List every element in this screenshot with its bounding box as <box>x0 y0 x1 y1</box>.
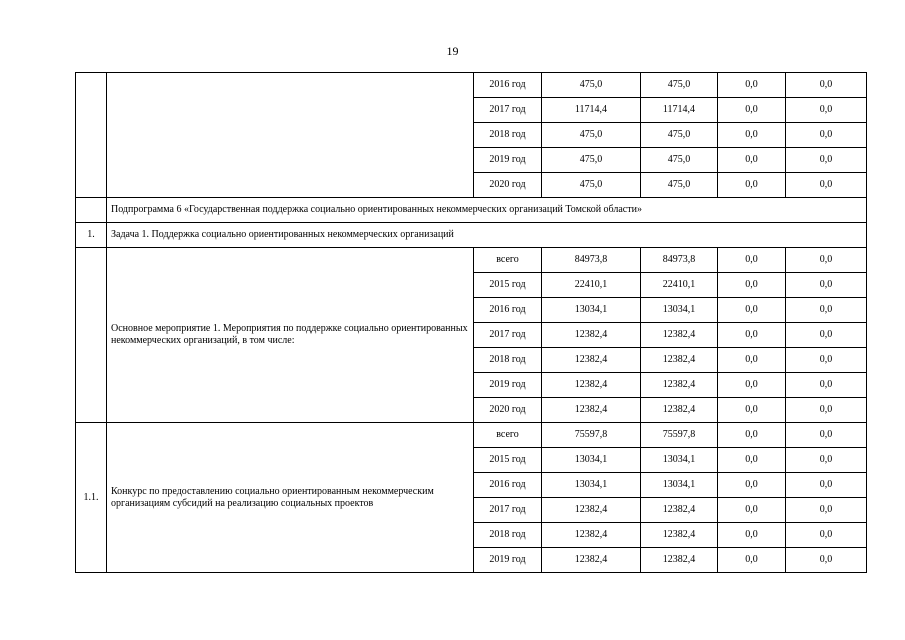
federal-budget-cell: 0,0 <box>718 523 786 548</box>
federal-budget-cell: 0,0 <box>718 498 786 523</box>
other-sources-cell: 0,0 <box>786 498 867 523</box>
federal-budget-cell: 0,0 <box>718 323 786 348</box>
total-amount-cell: 475,0 <box>542 73 641 98</box>
total-amount-cell: 75597,8 <box>542 423 641 448</box>
federal-budget-cell: 0,0 <box>718 273 786 298</box>
row-number <box>76 73 107 198</box>
activity-description <box>107 73 474 198</box>
regional-budget-cell: 13034,1 <box>641 448 718 473</box>
total-amount-cell: 12382,4 <box>542 348 641 373</box>
period-cell: 2019 год <box>474 148 542 173</box>
federal-budget-cell: 0,0 <box>718 423 786 448</box>
period-cell: 2015 год <box>474 448 542 473</box>
period-cell: 2017 год <box>474 323 542 348</box>
total-amount-cell: 12382,4 <box>542 498 641 523</box>
total-amount-cell: 13034,1 <box>542 298 641 323</box>
regional-budget-cell: 12382,4 <box>641 398 718 423</box>
federal-budget-cell: 0,0 <box>718 548 786 573</box>
period-cell: всего <box>474 248 542 273</box>
section-row <box>76 223 867 248</box>
regional-budget-cell: 12382,4 <box>641 373 718 398</box>
federal-budget-cell: 0,0 <box>718 123 786 148</box>
table-row <box>76 423 867 448</box>
federal-budget-cell: 0,0 <box>718 448 786 473</box>
total-amount-cell: 22410,1 <box>542 273 641 298</box>
total-amount-cell: 13034,1 <box>542 473 641 498</box>
other-sources-cell: 0,0 <box>786 173 867 198</box>
other-sources-cell: 0,0 <box>786 423 867 448</box>
federal-budget-cell: 0,0 <box>718 248 786 273</box>
regional-budget-cell: 475,0 <box>641 123 718 148</box>
federal-budget-cell: 0,0 <box>718 148 786 173</box>
other-sources-cell: 0,0 <box>786 548 867 573</box>
period-cell: 2019 год <box>474 548 542 573</box>
section-title: Подпрограмма 6 «Государственная поддержка социально ориентированных некоммерческих организаций Томской области» <box>107 198 867 223</box>
total-amount-cell: 84973,8 <box>542 248 641 273</box>
federal-budget-cell: 0,0 <box>718 473 786 498</box>
regional-budget-cell: 22410,1 <box>641 273 718 298</box>
table-body <box>76 73 867 573</box>
regional-budget-cell: 13034,1 <box>641 298 718 323</box>
period-cell: 2016 год <box>474 473 542 498</box>
period-cell: 2016 год <box>474 73 542 98</box>
row-number: 1.1. <box>76 423 107 573</box>
total-amount-cell: 475,0 <box>542 123 641 148</box>
federal-budget-cell: 0,0 <box>718 73 786 98</box>
regional-budget-cell: 84973,8 <box>641 248 718 273</box>
period-cell: 2017 год <box>474 498 542 523</box>
other-sources-cell: 0,0 <box>786 148 867 173</box>
other-sources-cell: 0,0 <box>786 373 867 398</box>
federal-budget-cell: 0,0 <box>718 348 786 373</box>
period-cell: 2017 год <box>474 98 542 123</box>
other-sources-cell: 0,0 <box>786 123 867 148</box>
row-number <box>76 248 107 423</box>
other-sources-cell: 0,0 <box>786 323 867 348</box>
other-sources-cell: 0,0 <box>786 98 867 123</box>
other-sources-cell: 0,0 <box>786 248 867 273</box>
total-amount-cell: 12382,4 <box>542 398 641 423</box>
regional-budget-cell: 11714,4 <box>641 98 718 123</box>
total-amount-cell: 475,0 <box>542 173 641 198</box>
section-row <box>76 198 867 223</box>
period-cell: 2018 год <box>474 123 542 148</box>
regional-budget-cell: 475,0 <box>641 73 718 98</box>
regional-budget-cell: 13034,1 <box>641 473 718 498</box>
activity-description: Основное мероприятие 1. Мероприятия по поддержке социально ориентированных некоммерческих организаций, в том числе: <box>107 248 474 423</box>
other-sources-cell: 0,0 <box>786 398 867 423</box>
other-sources-cell: 0,0 <box>786 448 867 473</box>
federal-budget-cell: 0,0 <box>718 298 786 323</box>
row-number: 1. <box>76 223 107 248</box>
federal-budget-cell: 0,0 <box>718 98 786 123</box>
total-amount-cell: 475,0 <box>542 148 641 173</box>
page-number: 19 <box>446 44 459 58</box>
section-title: Задача 1. Поддержка социально ориентированных некоммерческих организаций <box>107 223 867 248</box>
period-cell: 2016 год <box>474 298 542 323</box>
total-amount-cell: 12382,4 <box>542 373 641 398</box>
other-sources-cell: 0,0 <box>786 523 867 548</box>
row-number <box>76 198 107 223</box>
period-cell: 2020 год <box>474 173 542 198</box>
regional-budget-cell: 475,0 <box>641 148 718 173</box>
regional-budget-cell: 12382,4 <box>641 348 718 373</box>
regional-budget-cell: 12382,4 <box>641 498 718 523</box>
activity-description: Конкурс по предоставлению социально ориентированным некоммерческим организациям субсидий на реализацию социальных проектов <box>107 423 474 573</box>
total-amount-cell: 13034,1 <box>542 448 641 473</box>
period-cell: 2018 год <box>474 348 542 373</box>
federal-budget-cell: 0,0 <box>718 398 786 423</box>
total-amount-cell: 12382,4 <box>542 548 641 573</box>
regional-budget-cell: 12382,4 <box>641 523 718 548</box>
period-cell: 2019 год <box>474 373 542 398</box>
regional-budget-cell: 12382,4 <box>641 323 718 348</box>
other-sources-cell: 0,0 <box>786 473 867 498</box>
federal-budget-cell: 0,0 <box>718 173 786 198</box>
total-amount-cell: 12382,4 <box>542 323 641 348</box>
period-cell: 2015 год <box>474 273 542 298</box>
regional-budget-cell: 475,0 <box>641 173 718 198</box>
period-cell: 2020 год <box>474 398 542 423</box>
other-sources-cell: 0,0 <box>786 298 867 323</box>
period-cell: всего <box>474 423 542 448</box>
total-amount-cell: 12382,4 <box>542 523 641 548</box>
regional-budget-cell: 12382,4 <box>641 548 718 573</box>
federal-budget-cell: 0,0 <box>718 373 786 398</box>
other-sources-cell: 0,0 <box>786 348 867 373</box>
table-row <box>76 73 867 98</box>
period-cell: 2018 год <box>474 523 542 548</box>
budget-table <box>75 72 867 573</box>
other-sources-cell: 0,0 <box>786 273 867 298</box>
table-row <box>76 248 867 273</box>
other-sources-cell: 0,0 <box>786 73 867 98</box>
regional-budget-cell: 75597,8 <box>641 423 718 448</box>
total-amount-cell: 11714,4 <box>542 98 641 123</box>
